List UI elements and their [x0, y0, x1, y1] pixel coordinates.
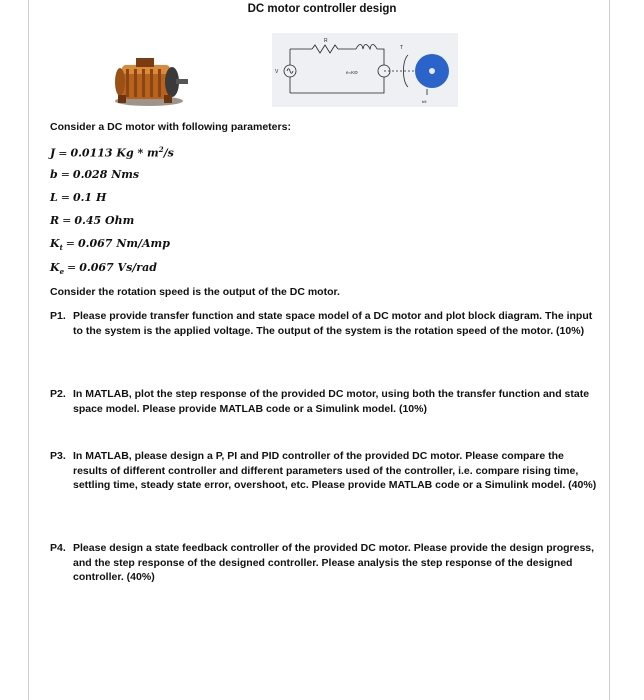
param-symbol: K [50, 237, 60, 250]
problem-label: P1. [50, 310, 66, 322]
param-subscript: e [59, 267, 65, 277]
param-damping: b = 0.028 Nms [50, 168, 140, 181]
param-symbol: K [50, 261, 60, 274]
param-unit-tail: /s [163, 146, 174, 160]
circuit-emf-label: e=KΘ [346, 70, 358, 75]
page-border-right [609, 0, 610, 700]
output-note: Consider the rotation speed is the output of the DC motor. [50, 286, 340, 298]
param-emf-constant: $K_e = 0.067$ Vs/rad [50, 261, 157, 277]
param-value: 0.067 [78, 237, 113, 250]
dc-motor-photo [108, 55, 190, 109]
circuit-shaft-label: bθ [422, 99, 427, 104]
dc-motor-circuit-diagram [272, 33, 458, 107]
param-symbol: J [50, 146, 56, 160]
page-title: DC motor controller design [247, 3, 397, 15]
param-value: 0.45 [74, 214, 102, 227]
param-unit: Nms [111, 168, 140, 181]
intro-text: Consider a DC motor with following parameters: [50, 121, 291, 133]
circuit-source-label: V [275, 69, 279, 75]
page-border-left [28, 0, 29, 700]
problem-p1 [50, 309, 598, 338]
problem-label: P4. [50, 542, 66, 554]
param-value: 0.028 [72, 168, 108, 181]
param-unit: Vs/rad [117, 261, 157, 274]
problem-label: P3. [50, 450, 66, 462]
problem-text: In MATLAB, plot the step response of the provided DC motor, using both the transfer function and state space model. Please provide MATLAB code or a Simulink model. (10%) [73, 388, 590, 415]
param-value: 0.0113 [70, 146, 113, 160]
param-torque-constant: $K_t = 0.067$ Nm/Amp [50, 237, 170, 253]
param-symbol: L [50, 191, 58, 204]
problem-text: Please provide transfer function and state space model of a DC motor and plot block diagram. The input to the system is the applied voltage. The output of the system is the rotation speed of the motor. (10%) [73, 310, 593, 337]
param-symbol: b [50, 168, 58, 181]
problem-label: P2. [50, 388, 66, 400]
param-symbol: R [50, 214, 60, 227]
problem-text: In MATLAB, please design a P, PI and PID controller of the provided DC motor. Please compare the results of different controller and different parameters used of the controller, i.e. compare rising time, settling time, steady state error, overshoot, etc. Please provide MATLAB code or a Simulink model. (40%) [73, 450, 597, 491]
param-unit: Ohm [105, 214, 135, 227]
param-inertia: J = 0.0113 Kg * $m^2/s$ [50, 145, 174, 160]
param-value: 0.067 [79, 261, 114, 274]
param-inductance: L = 0.1 H [50, 191, 107, 204]
param-unit: Nm/Amp [116, 237, 170, 250]
param-unit: Kg * m [116, 146, 159, 160]
problem-p4 [50, 541, 598, 585]
problem-p3 [50, 449, 598, 493]
param-resistance: R = 0.45 Ohm [50, 214, 135, 227]
param-unit: H [95, 191, 107, 204]
param-unit-exponent: 2 [158, 145, 164, 154]
param-value: 0.1 [72, 191, 93, 204]
problem-text: Please design a state feedback controller of the provided DC motor. Please provide the design progress, and the step response of the designed controller. Please analysis the step response of the designed controller. (40%) [73, 542, 595, 583]
param-subscript: t [59, 243, 63, 253]
problem-p2 [50, 387, 598, 416]
circuit-torque-label: T [400, 45, 404, 51]
circuit-resistor-label: R [324, 38, 328, 44]
